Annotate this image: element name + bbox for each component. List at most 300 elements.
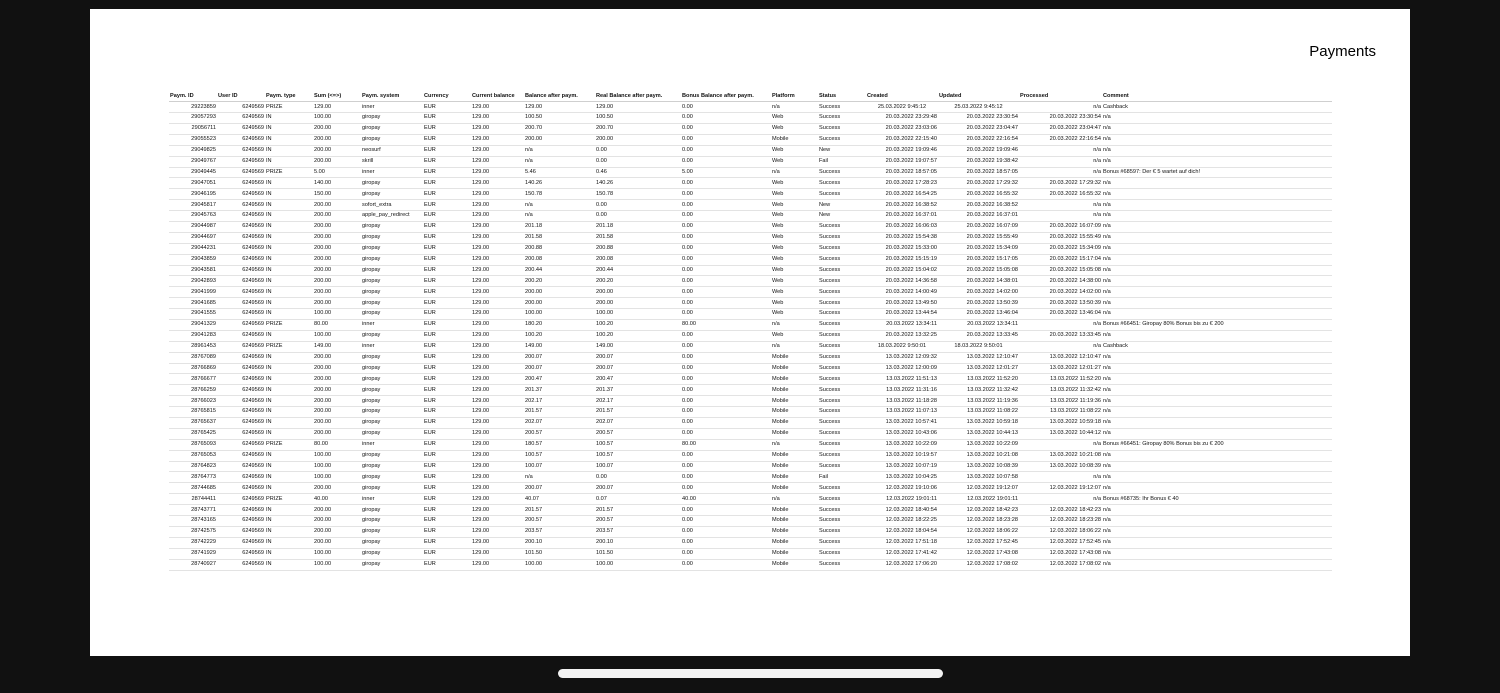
table-cell: Fail <box>818 156 866 167</box>
table-header-row <box>169 92 1332 102</box>
payments-table-wrapper <box>169 92 1332 571</box>
table-cell: n/a <box>1019 211 1102 222</box>
table-cell: EUR <box>423 341 471 352</box>
table-cell: IN <box>265 113 313 124</box>
table-cell: 80.00 <box>681 320 771 331</box>
table-cell: giropay <box>361 309 423 320</box>
table-cell: 6249569 <box>217 156 265 167</box>
table-cell: n/a <box>771 439 818 450</box>
table-cell: IN <box>265 472 313 483</box>
table-row <box>169 211 1332 222</box>
table-cell: 200.00 <box>313 265 361 276</box>
table-cell: 0.00 <box>681 178 771 189</box>
table-cell: 0.00 <box>595 156 681 167</box>
table-row <box>169 320 1332 331</box>
table-cell: Web <box>771 254 818 265</box>
table-cell: giropay <box>361 254 423 265</box>
table-cell: IN <box>265 505 313 516</box>
table-cell: 129.00 <box>471 298 524 309</box>
table-cell: 201.57 <box>595 505 681 516</box>
table-row <box>169 407 1332 418</box>
table-cell: 13.03.2022 12:01:27 <box>938 363 1019 374</box>
table-cell: 129.00 <box>524 102 595 113</box>
table-cell: 201.18 <box>595 222 681 233</box>
table-cell: IN <box>265 222 313 233</box>
table-cell: 12.03.2022 17:08:02 <box>1019 559 1102 570</box>
table-cell: EUR <box>423 265 471 276</box>
table-cell: IN <box>265 396 313 407</box>
table-cell: IN <box>265 200 313 211</box>
table-cell: n/a <box>1019 439 1102 450</box>
column-header: Paym. ID <box>169 92 217 102</box>
column-header: Bonus Balance after paym. <box>681 92 771 102</box>
table-cell: 200.00 <box>313 516 361 527</box>
table-cell: Success <box>818 363 866 374</box>
table-row <box>169 222 1332 233</box>
table-cell: Success <box>818 298 866 309</box>
table-cell: 6249569 <box>217 276 265 287</box>
table-cell: 200.00 <box>313 243 361 254</box>
table-cell: 29041283 <box>169 330 217 341</box>
table-cell: 200.00 <box>313 526 361 537</box>
column-header: Status <box>818 92 866 102</box>
table-cell: 29045763 <box>169 211 217 222</box>
table-cell: 13.03.2022 10:22:09 <box>938 439 1019 450</box>
table-cell: Success <box>818 418 866 429</box>
table-cell: EUR <box>423 320 471 331</box>
table-cell: 201.18 <box>524 222 595 233</box>
table-cell: giropay <box>361 483 423 494</box>
table-cell: 200.08 <box>595 254 681 265</box>
table-cell: 129.00 <box>471 156 524 167</box>
table-cell: 6249569 <box>217 505 265 516</box>
table-row <box>169 287 1332 298</box>
table-cell: 12.03.2022 18:42:23 <box>938 505 1019 516</box>
table-cell: 29041999 <box>169 287 217 298</box>
table-cell: EUR <box>423 352 471 363</box>
table-cell: giropay <box>361 548 423 559</box>
table-cell: IN <box>265 548 313 559</box>
table-row <box>169 254 1332 265</box>
table-cell: 28744685 <box>169 483 217 494</box>
table-cell: 200.00 <box>313 254 361 265</box>
table-cell: 20.03.2022 16:06:03 <box>866 222 938 233</box>
column-header: Updated <box>938 92 1019 102</box>
table-cell: 100.57 <box>595 450 681 461</box>
table-cell: Success <box>818 516 866 527</box>
table-cell: EUR <box>423 123 471 134</box>
table-cell: 6249569 <box>217 298 265 309</box>
table-cell: Mobile <box>771 407 818 418</box>
table-cell: Success <box>818 450 866 461</box>
table-cell: 18.03.2022 9:50:01 <box>938 341 1019 352</box>
table-cell: IN <box>265 330 313 341</box>
table-cell: 129.00 <box>471 494 524 505</box>
table-cell: 12.03.2022 18:06:22 <box>938 526 1019 537</box>
table-row <box>169 374 1332 385</box>
table-cell: PRIZE <box>265 494 313 505</box>
table-cell: 13.03.2022 11:52:20 <box>1019 374 1102 385</box>
table-cell: 200.00 <box>313 276 361 287</box>
table-cell: n/a <box>1102 472 1332 483</box>
table-cell: n/a <box>1102 243 1332 254</box>
payments-table <box>169 92 1332 571</box>
table-cell: 200.00 <box>524 287 595 298</box>
table-cell: skrill <box>361 156 423 167</box>
table-cell: 28765053 <box>169 450 217 461</box>
table-cell: IN <box>265 123 313 134</box>
table-cell: Web <box>771 309 818 320</box>
table-cell: 13.03.2022 11:07:13 <box>866 407 938 418</box>
table-cell: 6249569 <box>217 254 265 265</box>
table-cell: 12.03.2022 17:43:08 <box>938 548 1019 559</box>
table-cell: n/a <box>1102 505 1332 516</box>
table-cell: 200.00 <box>313 123 361 134</box>
table-cell: 0.00 <box>681 407 771 418</box>
table-cell: 200.00 <box>313 505 361 516</box>
table-cell: 0.00 <box>681 472 771 483</box>
table-cell: Success <box>818 330 866 341</box>
table-cell: Web <box>771 211 818 222</box>
table-cell: 129.00 <box>471 276 524 287</box>
table-cell: 28766023 <box>169 396 217 407</box>
table-cell: 13.03.2022 11:32:42 <box>938 385 1019 396</box>
table-cell: Success <box>818 428 866 439</box>
table-cell: 200.00 <box>313 145 361 156</box>
table-cell: giropay <box>361 178 423 189</box>
table-cell: n/a <box>1019 341 1102 352</box>
table-row <box>169 145 1332 156</box>
table-cell: 29041329 <box>169 320 217 331</box>
table-cell: n/a <box>1019 320 1102 331</box>
table-cell: 129.00 <box>471 472 524 483</box>
table-cell: Cashback <box>1102 102 1332 113</box>
table-cell: 13.03.2022 10:07:19 <box>866 461 938 472</box>
table-row <box>169 123 1332 134</box>
table-cell: 13.03.2022 10:44:12 <box>1019 428 1102 439</box>
table-cell: 202.07 <box>595 418 681 429</box>
table-cell: IN <box>265 189 313 200</box>
table-cell: 13.03.2022 11:08:22 <box>1019 407 1102 418</box>
table-cell: Mobile <box>771 516 818 527</box>
table-cell: n/a <box>1102 265 1332 276</box>
table-cell: 200.10 <box>595 537 681 548</box>
table-cell: IN <box>265 374 313 385</box>
table-cell: 20.03.2022 14:02:00 <box>938 287 1019 298</box>
table-cell: 201.37 <box>524 385 595 396</box>
column-header: User ID <box>217 92 265 102</box>
table-cell: 100.00 <box>313 113 361 124</box>
table-cell: Web <box>771 123 818 134</box>
table-cell: Success <box>818 265 866 276</box>
table-row <box>169 156 1332 167</box>
table-cell: Web <box>771 178 818 189</box>
table-cell: 20.03.2022 13:34:11 <box>938 320 1019 331</box>
table-cell: EUR <box>423 211 471 222</box>
table-cell: 200.00 <box>595 298 681 309</box>
table-cell: Mobile <box>771 428 818 439</box>
table-cell: Mobile <box>771 134 818 145</box>
table-cell: 6249569 <box>217 472 265 483</box>
table-cell: giropay <box>361 298 423 309</box>
table-cell: 0.00 <box>681 374 771 385</box>
table-row <box>169 330 1332 341</box>
table-cell: n/a <box>771 102 818 113</box>
table-cell: n/a <box>771 341 818 352</box>
table-cell: n/a <box>524 472 595 483</box>
table-cell: Success <box>818 276 866 287</box>
table-cell: 13.03.2022 10:57:41 <box>866 418 938 429</box>
table-cell: 0.00 <box>681 222 771 233</box>
table-cell: 203.57 <box>524 526 595 537</box>
table-cell: 13.03.2022 12:10:47 <box>1019 352 1102 363</box>
table-cell: 100.20 <box>524 330 595 341</box>
table-cell: 100.00 <box>313 472 361 483</box>
table-row <box>169 309 1332 320</box>
table-cell: 12.03.2022 19:12:07 <box>938 483 1019 494</box>
table-cell: 129.00 <box>471 222 524 233</box>
table-cell: 20.03.2022 16:55:32 <box>938 189 1019 200</box>
table-cell: 201.37 <box>595 385 681 396</box>
table-cell: 13.03.2022 10:08:39 <box>1019 461 1102 472</box>
table-cell: 129.00 <box>471 309 524 320</box>
table-cell: 20.03.2022 22:16:54 <box>1019 134 1102 145</box>
home-indicator-bar[interactable] <box>558 669 943 678</box>
table-cell: 13.03.2022 11:31:16 <box>866 385 938 396</box>
table-cell: New <box>818 145 866 156</box>
table-cell: Success <box>818 113 866 124</box>
table-cell: 20.03.2022 19:09:46 <box>866 145 938 156</box>
table-cell: Success <box>818 254 866 265</box>
table-cell: 20.03.2022 13:34:11 <box>866 320 938 331</box>
table-cell: giropay <box>361 559 423 570</box>
table-row <box>169 483 1332 494</box>
table-cell: 129.00 <box>471 461 524 472</box>
table-cell: 129.00 <box>471 243 524 254</box>
table-cell: 200.57 <box>524 516 595 527</box>
table-cell: 200.70 <box>595 123 681 134</box>
table-cell: giropay <box>361 450 423 461</box>
table-cell: 0.00 <box>681 211 771 222</box>
table-cell: IN <box>265 287 313 298</box>
table-cell: 20.03.2022 15:33:00 <box>866 243 938 254</box>
table-cell: 129.00 <box>471 385 524 396</box>
table-cell: 200.47 <box>524 374 595 385</box>
table-cell: 200.07 <box>524 483 595 494</box>
table-row <box>169 548 1332 559</box>
table-cell: 6249569 <box>217 559 265 570</box>
table-cell: 100.00 <box>595 309 681 320</box>
table-cell: 25.03.2022 9:45:12 <box>938 102 1019 113</box>
table-cell: 200.44 <box>524 265 595 276</box>
table-cell: 28741929 <box>169 548 217 559</box>
table-cell: 20.03.2022 15:04:02 <box>866 265 938 276</box>
table-cell: 0.00 <box>681 254 771 265</box>
table-cell: giropay <box>361 330 423 341</box>
table-cell: 20.03.2022 19:09:46 <box>938 145 1019 156</box>
table-cell: Success <box>818 483 866 494</box>
table-cell: 200.07 <box>595 352 681 363</box>
table-cell: n/a <box>1102 450 1332 461</box>
table-cell: 28744411 <box>169 494 217 505</box>
table-cell: 200.07 <box>595 363 681 374</box>
table-cell: Success <box>818 167 866 178</box>
table-cell: inner <box>361 102 423 113</box>
table-cell: 129.00 <box>471 134 524 145</box>
table-cell: 6249569 <box>217 363 265 374</box>
table-cell: EUR <box>423 407 471 418</box>
table-cell: 6249569 <box>217 450 265 461</box>
table-cell: 20.03.2022 17:28:23 <box>866 178 938 189</box>
table-cell: n/a <box>1102 526 1332 537</box>
table-cell: EUR <box>423 330 471 341</box>
table-row <box>169 537 1332 548</box>
table-cell: 202.17 <box>595 396 681 407</box>
table-cell: 28765093 <box>169 439 217 450</box>
table-cell: 100.00 <box>524 559 595 570</box>
table-cell: EUR <box>423 385 471 396</box>
table-cell: 6249569 <box>217 123 265 134</box>
table-cell: 0.00 <box>681 287 771 298</box>
table-cell: giropay <box>361 418 423 429</box>
table-cell: 129.00 <box>471 287 524 298</box>
column-header: Balance after paym. <box>524 92 595 102</box>
table-body <box>169 102 1332 570</box>
table-cell: n/a <box>1102 156 1332 167</box>
table-cell: 13.03.2022 10:44:13 <box>938 428 1019 439</box>
table-cell: EUR <box>423 145 471 156</box>
table-cell: 20.03.2022 15:05:08 <box>1019 265 1102 276</box>
table-cell: 28766677 <box>169 374 217 385</box>
table-cell: EUR <box>423 189 471 200</box>
table-cell: 40.00 <box>681 494 771 505</box>
table-cell: 0.00 <box>681 298 771 309</box>
table-cell: 200.57 <box>595 516 681 527</box>
table-cell: EUR <box>423 472 471 483</box>
table-cell: 6249569 <box>217 287 265 298</box>
table-cell: 0.00 <box>681 516 771 527</box>
table-cell: giropay <box>361 428 423 439</box>
table-cell: IN <box>265 537 313 548</box>
table-cell: 12.03.2022 17:52:45 <box>1019 537 1102 548</box>
table-cell: EUR <box>423 254 471 265</box>
table-cell: 12.03.2022 18:04:54 <box>866 526 938 537</box>
table-cell: 6249569 <box>217 200 265 211</box>
table-cell: 100.00 <box>313 450 361 461</box>
table-cell: EUR <box>423 178 471 189</box>
table-cell: 20.03.2022 15:55:49 <box>938 232 1019 243</box>
table-cell: EUR <box>423 298 471 309</box>
table-cell: IN <box>265 254 313 265</box>
table-cell: 6249569 <box>217 537 265 548</box>
table-cell: 201.58 <box>524 232 595 243</box>
table-cell: 29049825 <box>169 145 217 156</box>
table-cell: Success <box>818 548 866 559</box>
table-cell: 0.00 <box>681 200 771 211</box>
table-cell: Mobile <box>771 418 818 429</box>
table-cell: n/a <box>1102 134 1332 145</box>
table-cell: 5.46 <box>524 167 595 178</box>
table-cell: apple_pay_redirect <box>361 211 423 222</box>
table-cell: 6249569 <box>217 243 265 254</box>
table-cell: Success <box>818 341 866 352</box>
table-row <box>169 526 1332 537</box>
table-cell: 200.07 <box>595 483 681 494</box>
table-cell: 6249569 <box>217 189 265 200</box>
table-cell: 6249569 <box>217 418 265 429</box>
table-cell: 20.03.2022 22:15:40 <box>866 134 938 145</box>
table-cell: 29041555 <box>169 309 217 320</box>
table-cell: giropay <box>361 134 423 145</box>
table-cell: 200.07 <box>524 352 595 363</box>
table-cell: giropay <box>361 505 423 516</box>
table-cell: 0.00 <box>681 276 771 287</box>
table-cell: 20.03.2022 23:04:47 <box>1019 123 1102 134</box>
table-cell: 12.03.2022 19:01:11 <box>866 494 938 505</box>
table-cell: Success <box>818 439 866 450</box>
table-cell: n/a <box>1102 352 1332 363</box>
table-cell: Web <box>771 243 818 254</box>
table-cell: 20.03.2022 16:54:25 <box>866 189 938 200</box>
table-cell: Mobile <box>771 352 818 363</box>
table-cell: 28767089 <box>169 352 217 363</box>
table-cell: 20.03.2022 13:46:04 <box>1019 309 1102 320</box>
table-cell: Web <box>771 276 818 287</box>
table-cell: 200.00 <box>595 287 681 298</box>
table-cell: 100.00 <box>313 330 361 341</box>
table-cell: IN <box>265 276 313 287</box>
table-cell: 6249569 <box>217 167 265 178</box>
table-row <box>169 113 1332 124</box>
table-cell: 29044987 <box>169 222 217 233</box>
table-cell: 20.03.2022 23:04:47 <box>938 123 1019 134</box>
table-cell: giropay <box>361 407 423 418</box>
table-cell: 200.00 <box>313 396 361 407</box>
table-cell: IN <box>265 309 313 320</box>
table-cell: EUR <box>423 396 471 407</box>
table-cell: Success <box>818 134 866 145</box>
table-cell: Success <box>818 287 866 298</box>
table-cell: Bonus #68597: Der € 5 wartet auf dich! <box>1102 167 1332 178</box>
column-header: Real Balance after paym. <box>595 92 681 102</box>
table-cell: 6249569 <box>217 178 265 189</box>
table-cell: inner <box>361 341 423 352</box>
table-cell: 129.00 <box>471 352 524 363</box>
table-cell: n/a <box>524 211 595 222</box>
table-cell: EUR <box>423 113 471 124</box>
table-cell: 6249569 <box>217 374 265 385</box>
column-header: Created <box>866 92 938 102</box>
table-cell: 20.03.2022 13:50:39 <box>938 298 1019 309</box>
table-cell: 129.00 <box>471 102 524 113</box>
table-cell: 20.03.2022 14:38:00 <box>1019 276 1102 287</box>
table-cell: giropay <box>361 232 423 243</box>
table-cell: Success <box>818 178 866 189</box>
table-cell: 28764773 <box>169 472 217 483</box>
table-cell: 100.20 <box>595 330 681 341</box>
column-header: Current balance <box>471 92 524 102</box>
table-cell: 201.58 <box>595 232 681 243</box>
table-cell: Bonus #66451: Giropay 80% Bonus bis zu € 200 <box>1102 320 1332 331</box>
table-cell: EUR <box>423 243 471 254</box>
table-cell: 129.00 <box>471 483 524 494</box>
table-cell: 129.00 <box>471 396 524 407</box>
table-cell: n/a <box>1102 363 1332 374</box>
table-cell: 20.03.2022 13:44:54 <box>866 309 938 320</box>
table-cell: 6249569 <box>217 548 265 559</box>
table-cell: n/a <box>1102 222 1332 233</box>
table-cell: Mobile <box>771 450 818 461</box>
